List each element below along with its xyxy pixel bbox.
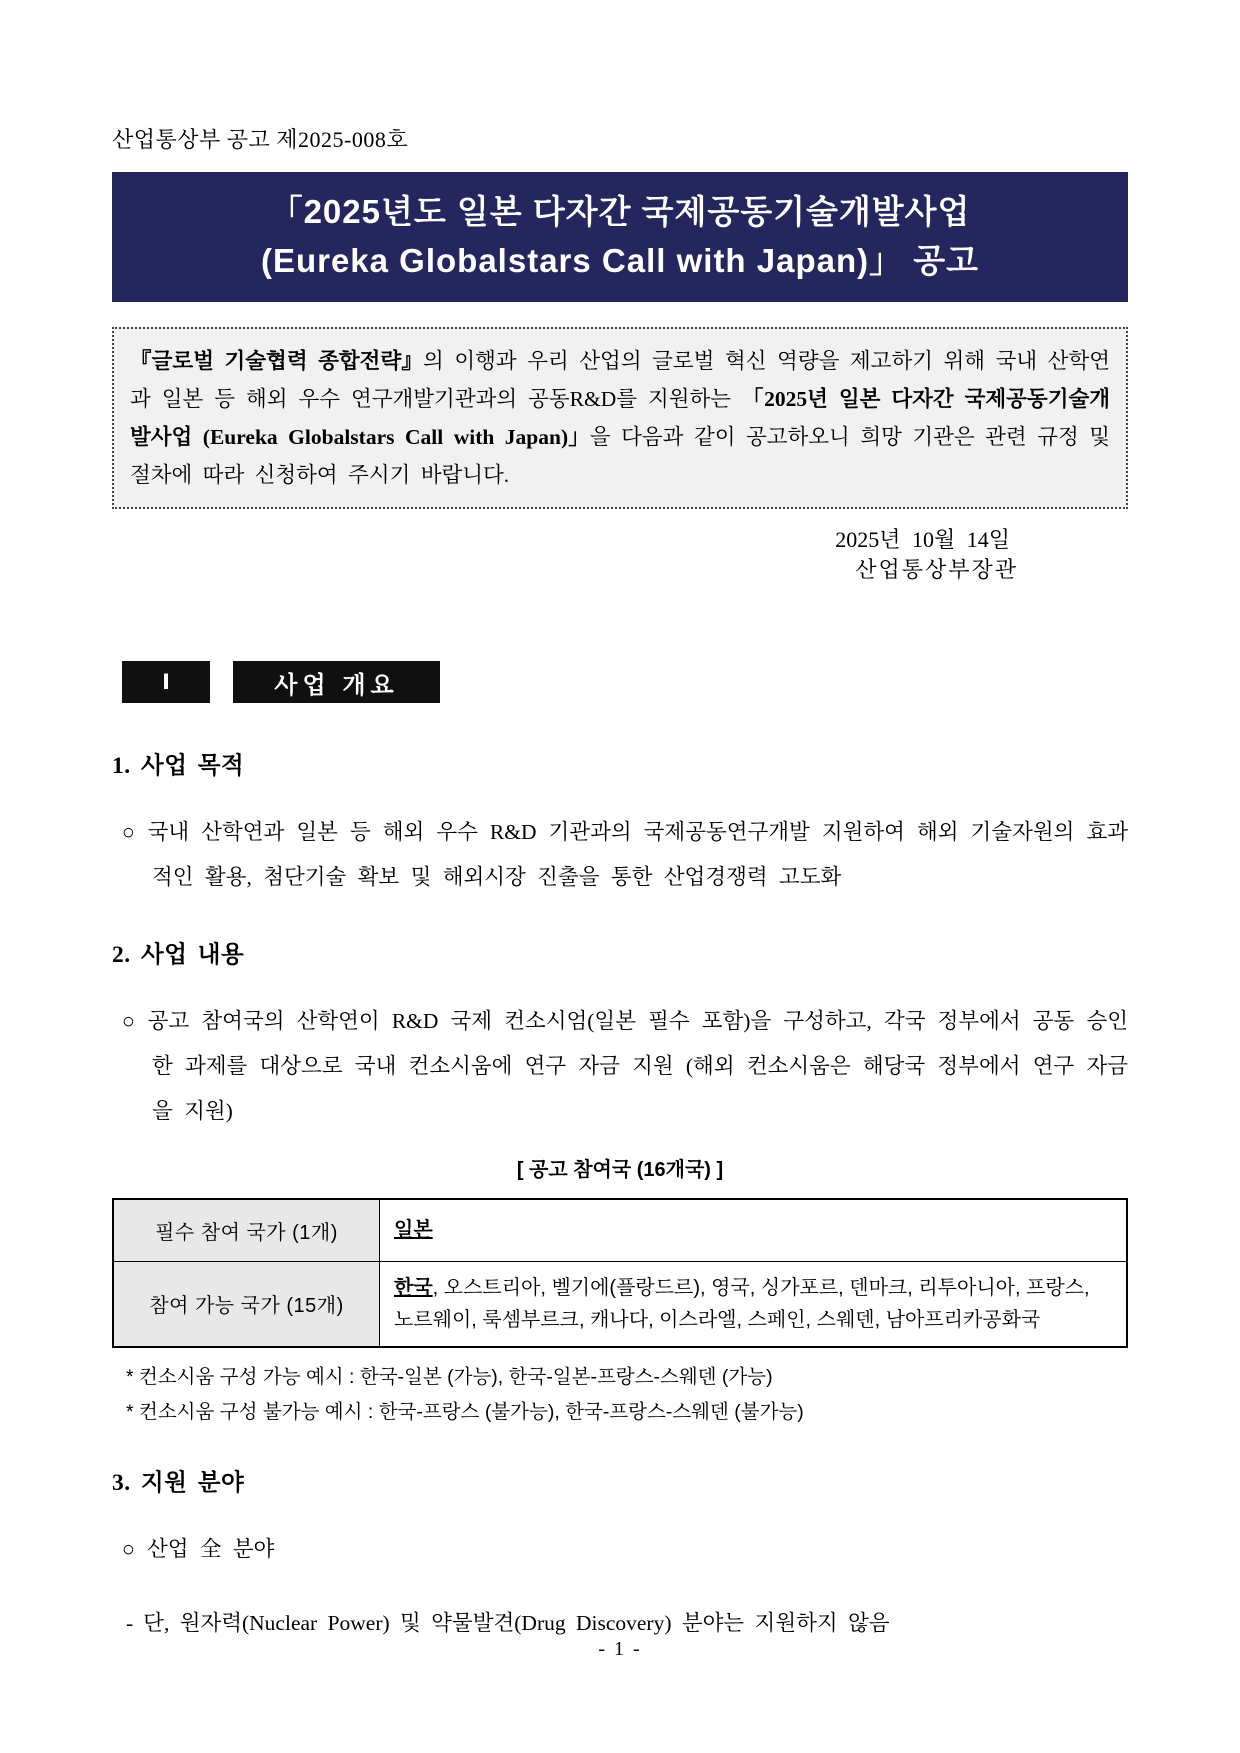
announcement-date: 2025년 10월 14일 [835,527,1010,552]
fields-bullet [122,1527,1128,1572]
note-impossible: * 컨소시움 구성 불가능 예시 : 한국-프랑스 (불가능), 한국-프랑스-스웨덴 (불가능) [126,1400,804,1423]
heading-fields-no: 3. [112,1469,131,1496]
heading-content [112,940,1128,970]
intro-bold-program: 「2025년 일본 다자간 국제공동기술개발사업 (Eureka Globalstars Call with Japan)」 [130,387,1111,449]
fields-bullet-text: 산업 全 분야 [147,1536,275,1561]
heading-purpose-no: 1. [112,753,131,779]
country-japan: 일본 [394,1219,433,1242]
document-page [112,0,1128,1639]
heading-fields [112,1468,1128,1498]
country-rest-eligible: , 오스트리아, 벨기에(플랑드르), 영국, 싱가포르, 덴마크, 리투아니아, 프랑스, 노르웨이, 룩셈부르크, 캐나다, 이스라엘, 스페인, 스웨덴, 남아프리카공화국 [394,1276,1090,1331]
country-korea: 한국 [394,1276,433,1299]
row-label-eligible: 참여 가능 국가 (15개) [113,1261,380,1347]
heading-fields-title: 지원 분야 [141,1469,245,1496]
page-number: - 1 - [598,1638,642,1660]
table-row-eligible [113,1261,1127,1347]
dash-bullet-icon: - [126,1610,134,1635]
doc-number: 산업통상부 공고 제2025-008호 [112,127,409,152]
circle-bullet-icon: ○ [122,820,136,844]
note-possible: * 컨소시움 구성 가능 예시 : 한국-일본 (가능), 한국-일본-프랑스-스웨덴 (가능) [126,1365,773,1388]
fields-exception-text: 단, 원자력(Nuclear Power) 및 약물발견(Drug Discovery) 분야는 지원하지 않음 [143,1610,890,1635]
heading-purpose-title: 사업 목적 [141,753,245,779]
content-bullet [122,999,1128,1134]
intro-summary-box [112,327,1128,509]
participants-table [112,1198,1128,1348]
content-bullet-text: 공고 참여국의 산학연이 R&D 국제 컨소시엄(일본 필수 포함)을 구성하고, 각국 정부에서 공동 승인한 과제를 대상으로 국내 컨소시움에 연구 자금 지원 (해외 컨소시움은 해당국 정부에서 연구 자금을 지원) [147,1009,1128,1123]
row-value-eligible [380,1261,1128,1347]
title-banner [112,172,1128,302]
section-header [112,661,1128,703]
fields-exception [126,1607,1128,1639]
heading-content-title: 사업 내용 [141,942,245,968]
minister-title: 산업통상부장관 [855,557,1018,582]
table-row-required [113,1199,1127,1261]
banner-title-line-1: 「2025년도 일본 다자간 국제공동기술개발사업 [269,193,971,230]
participants-caption: [ 공고 참여국 (16개국) ] [516,1159,724,1181]
circle-bullet-icon: ○ [122,1009,136,1033]
purpose-bullet-text: 국내 산학연과 일본 등 해외 우수 R&D 기관과의 국제공동연구개발 지원하여 해외 기술자원의 효과적인 활용, 첨단기술 확보 및 해외시장 진출을 통한 산업경쟁력 고도화 [147,820,1128,889]
section-numeral-box: Ⅰ [122,661,210,703]
table-notes [112,1360,1128,1430]
heading-purpose [112,751,1128,781]
banner-title-line-2: (Eureka Globalstars Call with Japan)」 공고 [260,242,980,279]
row-label-required: 필수 참여 국가 (1개) [113,1199,380,1261]
purpose-bullet [122,810,1128,900]
intro-text-2: 을 다음과 같이 공고하오니 희망 기관은 관련 규정 및 절차에 따라 신청하여 주시기 바랍니다. [130,425,1110,487]
intro-text-1: 의 이행과 우리 산업의 글로벌 혁신 역량을 제고하기 위해 국내 산학연과 일본 등 해외 우수 연구개발기관과의 공동R&D를 지원하는 [130,349,1110,411]
circle-bullet-icon: ○ [122,1536,135,1561]
heading-content-no: 2. [112,942,131,968]
section-title-box: 사업 개요 [233,661,440,703]
intro-bold-strategy: 『글로벌 기술협력 종합전략』 [130,349,424,373]
row-value-required [380,1199,1128,1261]
